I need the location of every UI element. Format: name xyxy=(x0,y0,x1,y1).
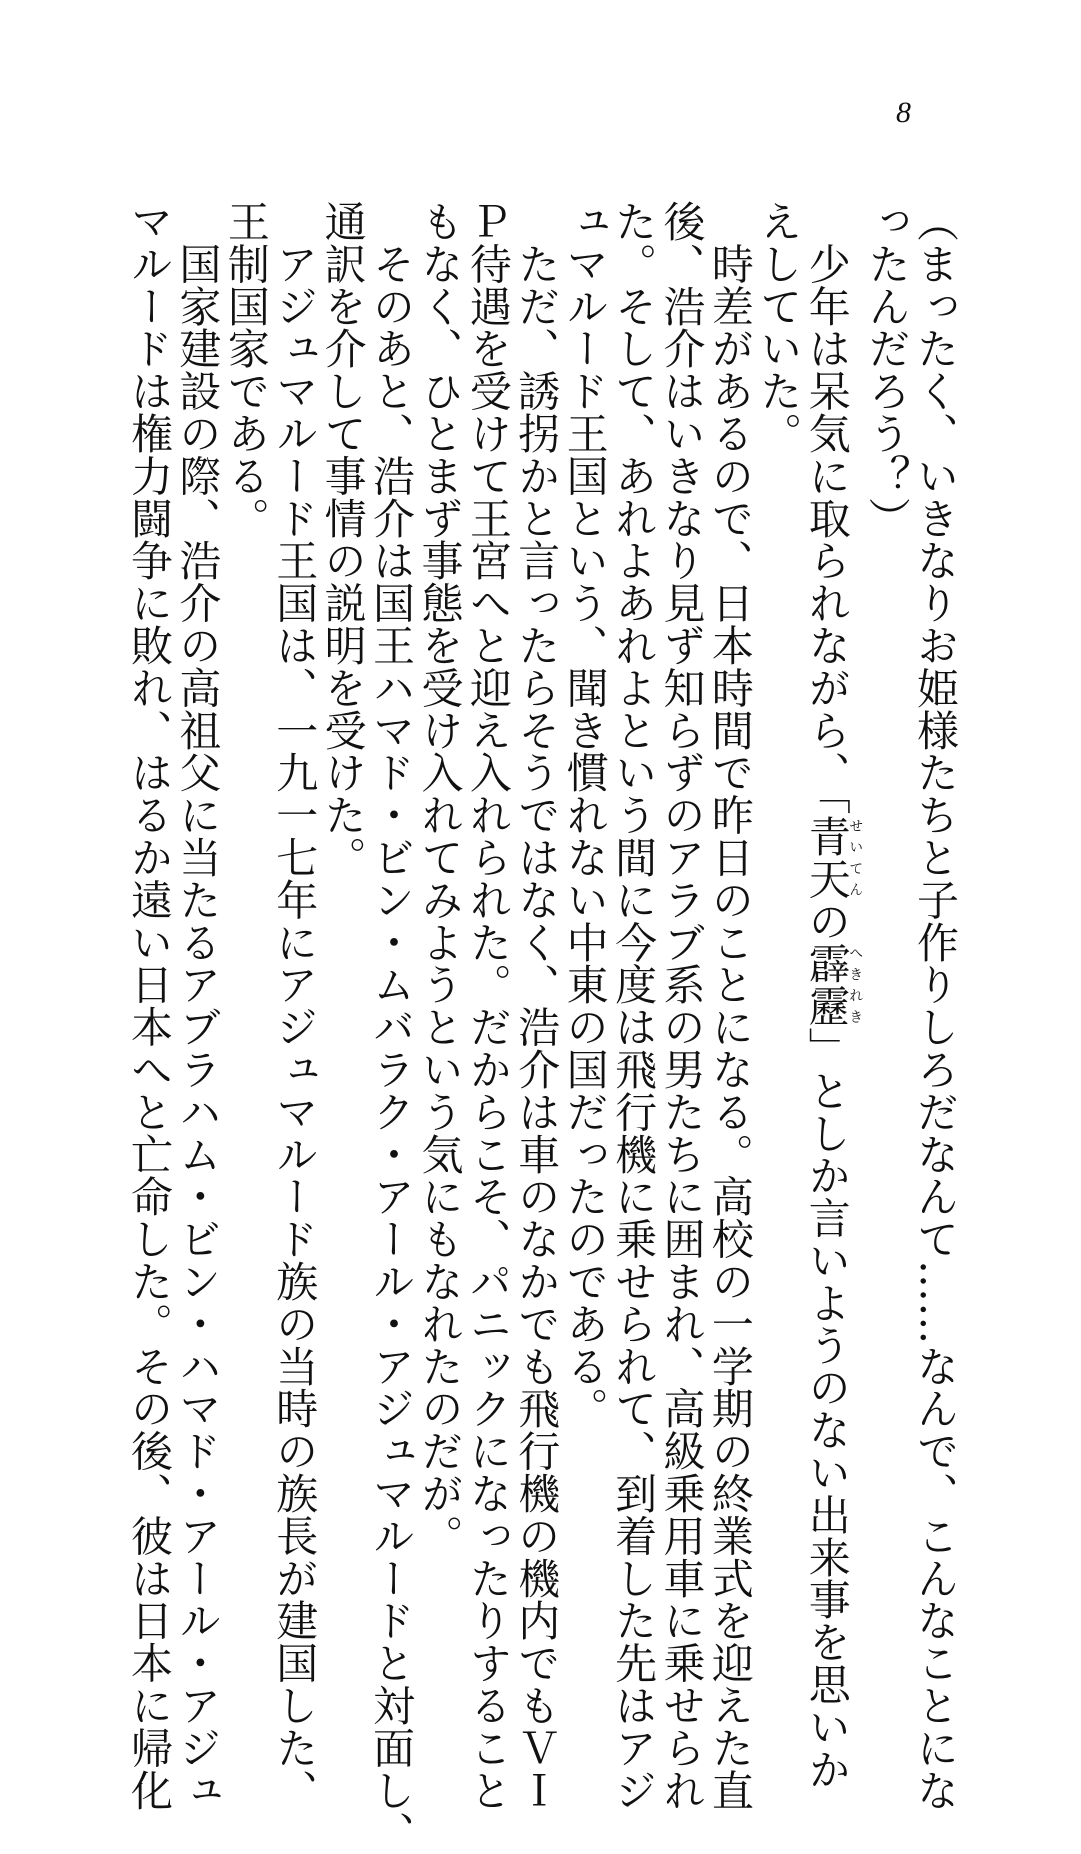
text-line: 時差があるので、日本時間で昨日のことになる。高校の一学期の終業式を迎えた直 xyxy=(705,200,755,1812)
text-line: 通訳を介して事情の説明を受けた。 xyxy=(318,200,368,879)
text-line: えしていた。 xyxy=(754,200,804,455)
text-line: ったんだろう？） xyxy=(862,200,912,540)
text-line xyxy=(802,200,864,1791)
text-line: 王制国家である。 xyxy=(221,200,271,540)
ruby-word-hekireki: 霹靂へきれき xyxy=(802,942,864,1028)
text-line: マルードは権力闘争に敗れ、はるか遠い日本へと亡命した。その後、彼は日本に帰化 xyxy=(125,200,174,1812)
text-line: そのあと、浩介は国王ハマド・ビン・ムバラク・アール・アジュマルードと対面し、 xyxy=(367,200,417,1854)
text-line: もなく、ひとまず事態を受け入れてみようという気にもなれたのだが。 xyxy=(415,200,465,1557)
ruby-word-seiten: 青天せいてん xyxy=(802,815,864,900)
text-line: ただ、誘拐かと言ったらそうではなく、浩介は車のなかでも飛行機の機内でもＶＩ xyxy=(512,200,562,1812)
text-line: ュマルード王国という、聞き慣れない中東の国だったのである。 xyxy=(560,200,610,1430)
quote-open: 「 xyxy=(802,793,852,816)
text-line: （まったく、いきなりお姫様たちと子作りしろだなんて……なんで、こんなことにな xyxy=(911,200,960,1812)
text-line: 後、浩介はいきなり見ず知らずのアラブ系の男たちに囲まれ、高級乗用車に乗せられ xyxy=(657,200,707,1812)
furigana: へきれき xyxy=(847,942,864,1028)
page-number: 8 xyxy=(896,96,911,129)
text-segment: 」としか言いようのない出来事を思いか xyxy=(802,1027,852,1791)
text-segment: 少年は呆気に取られながら、 xyxy=(802,200,852,794)
text-line: た。そして、あれよあれよという間に今度は飛行機に乗せられて、到着した先はアジ xyxy=(609,200,659,1812)
text-line: アジュマルード王国は、一九一七年にアジュマルード族の当時の族長が建国した、 xyxy=(270,200,320,1812)
particle: の xyxy=(802,899,852,943)
body-text xyxy=(125,200,960,1854)
furigana: せいてん xyxy=(847,815,864,900)
text-line: 国家建設の際、浩介の高祖父に当たるアブラハム・ビン・ハマド・アール・アジュ xyxy=(173,200,223,1812)
text-line: Ｐ待遇を受けて王宮へと迎え入れられた。だからこそ、パニックになったりすること xyxy=(463,200,513,1812)
